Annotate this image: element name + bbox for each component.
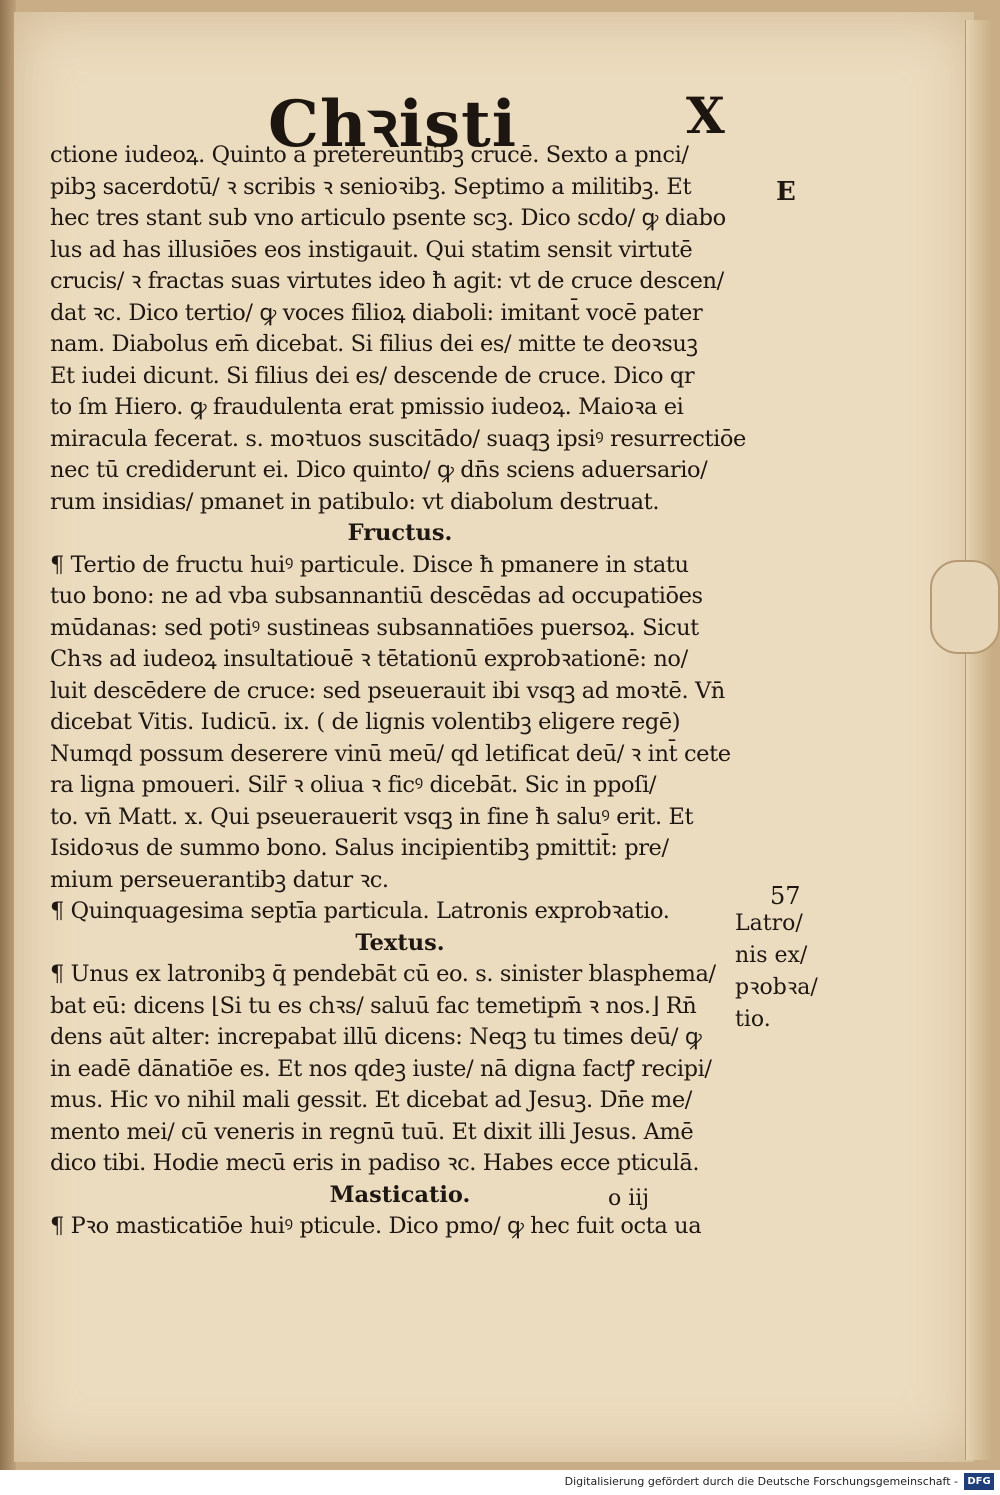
text-line: pibꝫ sacerdotū/ ꝛ scribis ꝛ senioꝛibꝫ. Septimo a militibꝫ. Et [50, 173, 692, 200]
text-line: ¶ Tertio de fructu huiꝰ particule. Disce ħ pmanere in statu [50, 551, 689, 578]
text-line: Chꝛs ad iudeoꝝ insultatiouē ꝛ tētationū exprobꝛationē: no/ [50, 646, 688, 672]
margin-side-line: Latro/ [735, 911, 803, 936]
text-line: ¶ Pꝛo masticatiōe huiꝰ pticule. Dico pmo/ ꝙ hec fuit octa ua [50, 1213, 702, 1239]
margin-side-line: tio. [735, 1007, 771, 1032]
main-text [50, 140, 750, 1243]
text-line: to ſm Hiero. ꝙ fraudulenta erat pmissio iudeoꝝ. Maioꝛa ei [50, 394, 684, 420]
margin-number: 57 [770, 882, 801, 910]
margin-note-top: E [776, 177, 796, 207]
text-line: ctione iudeoꝝ. Quinto a pretereuntibꝫ crucē. Sexto a pnci/ [50, 142, 689, 168]
margin-side-line: nis ex/ [735, 943, 808, 968]
text-line: Et iudei dicunt. Si filius dei es/ descende de cruce. Dico qr [50, 362, 695, 389]
text-line: crucis/ ꝛ fractas suas virtutes ideo ħ agit: vt de cruce descen/ [50, 268, 724, 294]
text-line: mūdanas: sed potiꝰ sustineas subsannatiōes puersoꝝ. Sicut [50, 614, 699, 641]
text-line: dico tibi. Hodie mecū eris in padiso ꝛc. Habes ecce pticulā. [50, 1150, 700, 1176]
text-line: tuo bono: ne ad vba subsannantiū descēdas ad occupatiōes [50, 583, 703, 609]
dfg-logo-icon: DFG [964, 1473, 994, 1490]
text-line: Isidoꝛus de summo bono. Salus incipientibꝫ pmittit̄: pre/ [50, 835, 669, 861]
page-stack-edge [965, 20, 994, 1460]
text-line: miracula fecerat. s. moꝛtuos suscitādo/ suaqꝫ ipsiꝰ resurrectiōe [50, 425, 746, 452]
section-heading-masticatio: Masticatio. [329, 1181, 471, 1208]
signature-mark: o iij [608, 1186, 650, 1211]
text-line: hec tres stant sub vno articulo psente scꝫ. Dico scdo/ ꝙ diabo [50, 205, 726, 231]
text-line: lus ad has illusiōes eos instigauit. Qui statim sensit virtutē [50, 236, 693, 263]
text-line: ra ligna pmoueri. Silr̄ ꝛ oliua ꝛ ficꝰ dicebāt. Sic in ppoſi/ [50, 772, 657, 798]
text-line: nec tū crediderunt ei. Dico quinto/ ꝙ dn̄s sciens aduersario/ [50, 457, 708, 483]
text-line: ¶ Unus ex latronibꝫ q̄ pendebāt cū eo. s. sinister blasphema/ [50, 961, 716, 987]
text-line: dicebat Vitis. Iudicū. ix. ( de lignis volentibꝫ eligere regē) [50, 709, 681, 735]
text-line: bat eū: dicens ⌊Si tu es chꝛs/ saluū fac temetipm̄ ꝛ nos.⌋ Rn̄ [50, 992, 697, 1019]
text-line: luit descēdere de cruce: sed pseuerauit ibi vsqꝫ ad moꝛtē. Vn̄ [50, 677, 725, 704]
text-line: dat ꝛc. Dico tertio/ ꝙ voces filioꝝ diaboli: imitant̄ vocē pater [50, 299, 703, 326]
section-heading-fructus: Fructus. [347, 520, 453, 546]
text-line: in eadē dānatiōe es. Et nos qdeꝫ iuste/ nā digna factꝭ recipi/ [50, 1055, 712, 1082]
folio-number: X [686, 86, 725, 145]
margin-side-line: pꝛobꝛa/ [735, 975, 818, 1000]
text-line: dens aūt alter: increpabat illū dicens: Neqꝫ tu times deū/ ꝙ [50, 1024, 702, 1050]
text-line: mento mei/ cū veneris in regnū tuū. Et dixit illi Jesus. Amē [50, 1118, 694, 1145]
text-line: to. vn̄ Matt. x. Qui pseuerauerit vsqꝫ in fine ħ saluꝰ erit. Et [50, 803, 694, 830]
text-line: nam. Diabolus em̄ dicebat. Si filius dei es/ mitte te deoꝛsuꝫ [50, 331, 698, 357]
text-line: mium perseuerantibꝫ datur ꝛc. [50, 866, 389, 893]
section-heading-textus: Textus. [355, 929, 445, 956]
page-clasp [930, 560, 1000, 654]
text-line: Numqd possum deserere vinū meū/ qd letificat deū/ ꝛ int̄ cete [50, 740, 731, 767]
text-line: mus. Hic vo nihil mali gessit. Et dicebat ad Jesuꝫ. Dn̄e me/ [50, 1087, 692, 1113]
footer-bar [0, 1470, 1000, 1495]
text-line: ¶ Quinquagesima septīa particula. Latronis exprobꝛatio. [50, 898, 670, 924]
text-line: rum insidias/ pmanet in patibulo: vt diabolum destruat. [50, 488, 660, 515]
running-title: Chꝛisti [268, 87, 518, 162]
footer-credit: Digitalisierung gefördert durch die Deutsche Forschungsgemeinschaft - [564, 1475, 958, 1488]
